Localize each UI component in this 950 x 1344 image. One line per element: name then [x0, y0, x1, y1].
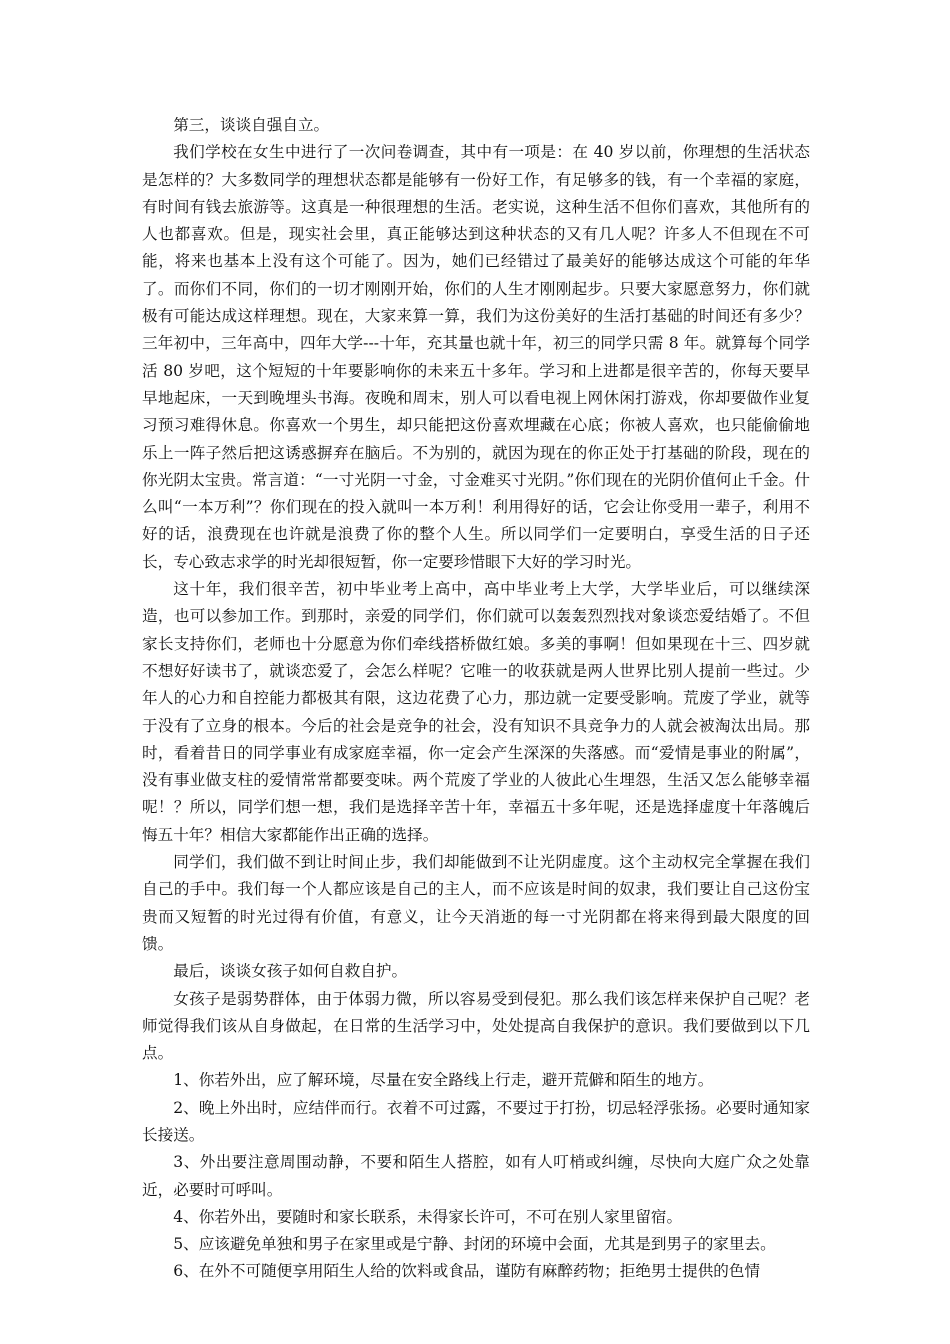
list-item-4: 4、你若外出，要随时和家长联系，未得家长许可，不可在别人家里留宿。	[173, 1207, 683, 1226]
paragraph-survey: 我们学校在女生中进行了一次问卷调查，其中有一项是：在 40 岁以前，你理想的生活状态是怎样的？大多数同学的理想状态都是能够有一份好工作，有足够多的钱，有一个幸福的家庭，有时间有钱去旅游等。这真是一种很理想的生活。老实说，这种生活不但你们喜欢，其他所有的人也都喜欢。但是，现实社会里，真正能够达到这种状态的又有几人呢？许多人不但现在不可能，将来也基本上没有这个可能了。因为，她们已经错过了最美好的能够达成这个可能的年华了。而你们不同，你们的一切才刚刚开始，你们的人生才刚刚起步。只要大家愿意努力，你们就极有可能达成这样理想。现在，大家来算一算，我们为这份美好的生活打基础的时间还有多少？三年初中，三年高中，四年大学---十年，充其量也就十年，初三的同学只需 8 年。就算每个同学活 80 岁吧，这个短短的十年要影响你的未来五十多年。学习和上进都是很辛苦的，你每天要早早地起床，一天到晚埋头书海。夜晚和周末，别人可以看电视上网休闲打游戏，你却要做作业复习预习难得休息。你喜欢一个男生，却只能把这份喜欢埋藏在心底；你被人喜欢，也只能偷偷地乐上一阵子然后把这诱惑摒弃在脑后。不为别的，就因为现在的你正处于打基础的阶段，现在的你光阴太宝贵。常言道：“一寸光阴一寸金，寸金难买寸光阴。”你们现在的光阴价值何止千金。什么叫“一本万利”？你们现在的投入就叫一本万利！利用得好的话，它会让你受用一辈子，利用不好的话，浪费现在也许就是浪费了你的整个人生。所以同学们一定要明白，享受生活的日子还长，专心致志求学的时光却很短暂，你一定要珍惜眼下大好的学习时光。	[142, 143, 810, 571]
paragraph-section-three-heading: 第三，谈谈自强自立。	[173, 116, 330, 134]
list-item-6: 6、在外不可随便享用陌生人给的饮料或食品，谨防有麻醉药物；拒绝男士提供的色情	[173, 1262, 761, 1281]
paragraph-time: 同学们，我们做不到让时间止步，我们却能做到不让光阴虚度。这个主动权完全掌握在我们自己的手中。我们每一个人都应该是自己的主人，而不应该是时间的奴隶，我们要让自己这份宝贵而又短暂的时光过得有价值，有意义，让今天消逝的每一寸光阴都在将来得到最大限度的回馈。	[142, 853, 810, 953]
document-body	[142, 112, 810, 1286]
paragraph-final-heading: 最后，谈谈女孩子如何自救自护。	[173, 962, 408, 981]
list-item-1: 1、你若外出，应了解环境，尽量在安全路线上行走，避开荒僻和陌生的地方。	[173, 1071, 714, 1090]
list-item-3: 3、外出要注意周围动静，不要和陌生人搭腔，如有人叮梢或纠缠，尽快向大庭广众之处靠近，必要时可呼叫。	[142, 1153, 810, 1199]
list-item-2: 2、晚上外出时，应结伴而行。衣着不可过露，不要过于打扮，切忌轻浮张扬。必要时通知家长接送。	[142, 1098, 810, 1144]
paragraph-ten-years: 这十年，我们很辛苦，初中毕业考上高中，高中毕业考上大学，大学毕业后，可以继续深造，也可以参加工作。到那时，亲爱的同学们，你们就可以轰轰烈烈找对象谈恋爱结婚了。不但家长支持你们，老师也十分愿意为你们牵线搭桥做红娘。多美的事啊！但如果现在十三、四岁就不想好好读书了，就谈恋爱了，会怎么样呢？它唯一的收获就是两人世界比别人提前一些过。少年人的心力和自控能力都极其有限，这边花费了心力，那边就一定要受影响。荒废了学业，就等于没有了立身的根本。今后的社会是竞争的社会，没有知识不具竞争力的人就会被淘汰出局。那时，看着昔日的同学事业有成家庭幸福，你一定会产生深深的失落感。而“爱情是事业的附属”，没有事业做支柱的爱情常常都要变味。两个荒废了学业的人彼此心生埋怨，生活又怎么能够幸福呢！？所以，同学们想一想，我们是选择辛苦十年，幸福五十多年呢，还是选择虚度十年落魄后悔五十年？相信大家都能作出正确的选择。	[142, 580, 810, 844]
list-item-5: 5、应该避免单独和男子在家里或是宁静、封闭的环境中会面，尤其是到男子的家里去。	[173, 1235, 776, 1254]
paragraph-self-protection: 女孩子是弱势群体，由于体弱力微，所以容易受到侵犯。那么我们该怎样来保护自己呢？老师觉得我们该从自身做起，在日常的生活学习中，处处提高自我保护的意识。我们要做到以下几点。	[142, 989, 810, 1063]
